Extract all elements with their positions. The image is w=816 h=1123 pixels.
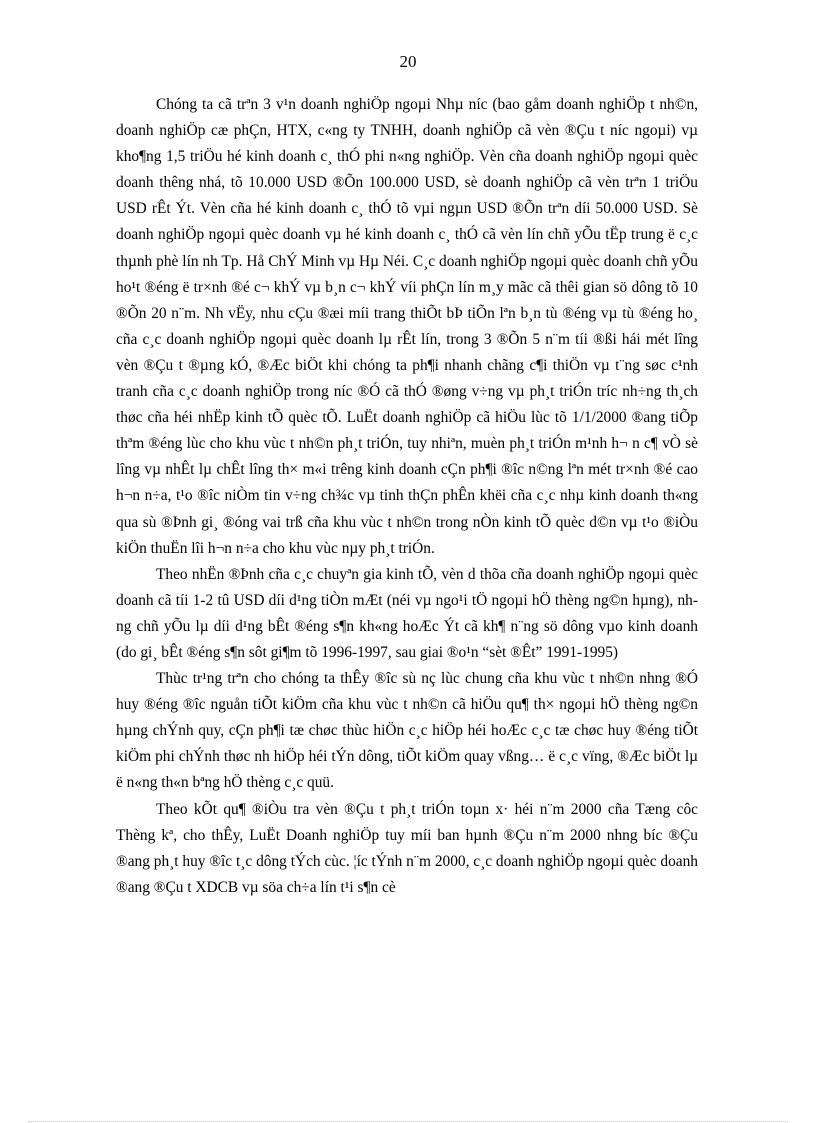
paragraph-4: Theo kÕt qu¶ ®iÒu tra vèn ®Çu t ph¸t triÓn toµn x· héi n¨m 2000 cña Tæng côc Thèng kª, cho thÊy, LuËt Doanh nghiÖp tuy míi ban hµnh ®Çu n¨m 2000 nhng bíc ®Çu ®ang ph¸t huy ®îc t¸c dông tÝch cùc. ¦íc tÝnh n¨m 2000, c¸c doanh nghiÖp ngoµi quèc doanh ®ang ®Çu t XDCB vµ söa ch÷a lín t¹i s¶n cè (116, 800, 698, 896)
paragraph-3: Thùc tr¹ng trªn cho chóng ta thÊy ®îc sù nç lùc chung cña khu vùc t nh©n nhng ®Ó huy ®éng ®îc nguån tiÕt kiÖm cña khu vùc t nh©n cã hiÖu qu¶ th× ngoµi hÖ thèng ng©n hµng chÝnh quy, cÇn ph¶i tæ chøc thùc hiÖn c¸c hiÖp héi hoÆc c¸c tæ chøc huy ®éng tiÕt kiÖm phi chÝnh thøc nh hiÖp héi tÝn dông, tiÕt kiÖm quay vßng… ë c¸c vïng, ®Æc biÖt lµ ë n«ng th«n bªng hÖ thèng c¸c quü. (116, 670, 698, 792)
paragraph-2: Theo nhËn ®Þnh cña c¸c chuyªn gia kinh tÕ, vèn d thõa cña doanh nghiÖp ngoµi quèc doanh cã tíi 1-2 tû USD díi d¹ng tiÒn mÆt (néi vµ ngo¹i tÖ ngoµi hÖ thèng ng©n hµng), nhng chñ yÕu lµ díi d¹ng bÊt ®éng s¶n kh«ng hoÆc Ýt cã kh¶ n¨ng sö dông vµo kinh doanh (do gi¸ bÊt ®éng s¶n sôt gi¶m tõ 1996-1997, sau giai ®o¹n “sèt ®Êt” 1991-1995) (116, 565, 698, 661)
paragraph-1: Chóng ta cã trªn 3 v¹n doanh nghiÖp ngoµi Nhµ níc (bao gåm doanh nghiÖp t nh©n, doanh nghiÖp cæ phÇn, HTX, c«ng ty TNHH, doanh nghiÖp cã vèn ®Çu t níc ngoµi) vµ kho¶ng 1,5 triÖu hé kinh doanh c¸ thÓ phi n«ng nghiÖp. Vèn cña doanh nghiÖp ngoµi quèc doanh thêng nhá, tõ 10.000 USD ®Õn 100.000 USD, sè doanh nghiÖp cã vèn trªn 1 triÖu USD rÊt Ýt. Vèn cña hé kinh doanh c¸ thÓ tõ vµi ngµn USD ®Õn trªn díi 50.000 USD. Sè doanh nghiÖp ngoµi quèc doanh vµ hé kinh doanh c¸ thÓ cã vèn lín chñ yÕu tËp trung ë c¸c thµnh phè lín nh Tp. Hå ChÝ Minh vµ Hµ Néi. C¸c doanh nghiÖp ngoµi quèc doanh chñ yÕu ho¹t ®éng ë tr×nh ®é c¬ khÝ vµ b¸n c¬ khÝ víi phÇn lín m¸y mãc cã thêi gian sö dông tõ 10 ®Õn 20 n¨m. Nh vËy, nhu cÇu ®æi míi trang thiÕt bÞ tiÕn lªn b¸n tù ®éng vµ tù ®éng ho¸ cña c¸c doanh nghiÖp ngoµi quèc doanh lµ rÊt lín, trong 3 ®Õn 5 n¨m tíi ®ßi hái mét lîng vèn ®Çu t ®µng kÓ, ®Æc biÖt khi chóng ta ph¶i nhanh chãng c¶i thiÖn vµ t¨ng søc c¹nh tranh cña c¸c doanh nghiÖp trong níc ®Ó cã thÓ ®øng v÷ng vµ ph¸t triÓn tríc nh÷ng th¸ch thøc cña héi nhËp kinh tÕ quèc tÕ. LuËt doanh nghiÖp cã hiÖu lùc tõ 1/1/2000 ®ang tiÕp thªm ®éng lùc cho khu vùc t nh©n ph¸t triÓn, tuy nhiªn, muèn ph¸t triÓn m¹nh h¬ n c¶ vÒ sè lîng vµ nhÊt lµ chÊt lîng th× m«i trêng kinh doanh cÇn ph¶i ®îc n©ng lªn mét tr×nh ®é cao h¬n n÷a, t¹o ®îc niÒm tin v÷ng ch¾c vµ tinh thÇn phÊn khëi cña c¸c nhµ kinh doanh th«ng qua sù ®Þnh gi¸ ®óng vai trß cña khu vùc t nh©n trong nÒn kinh tÕ quèc d©n vµ t¹o ®iÒu kiÖn thuËn lîi h¬n n÷a cho khu vùc nµy ph¸t triÓn. (116, 96, 698, 557)
page-bottom-divider (28, 1121, 788, 1122)
document-body (116, 92, 698, 901)
page-number: 20 (399, 52, 417, 71)
